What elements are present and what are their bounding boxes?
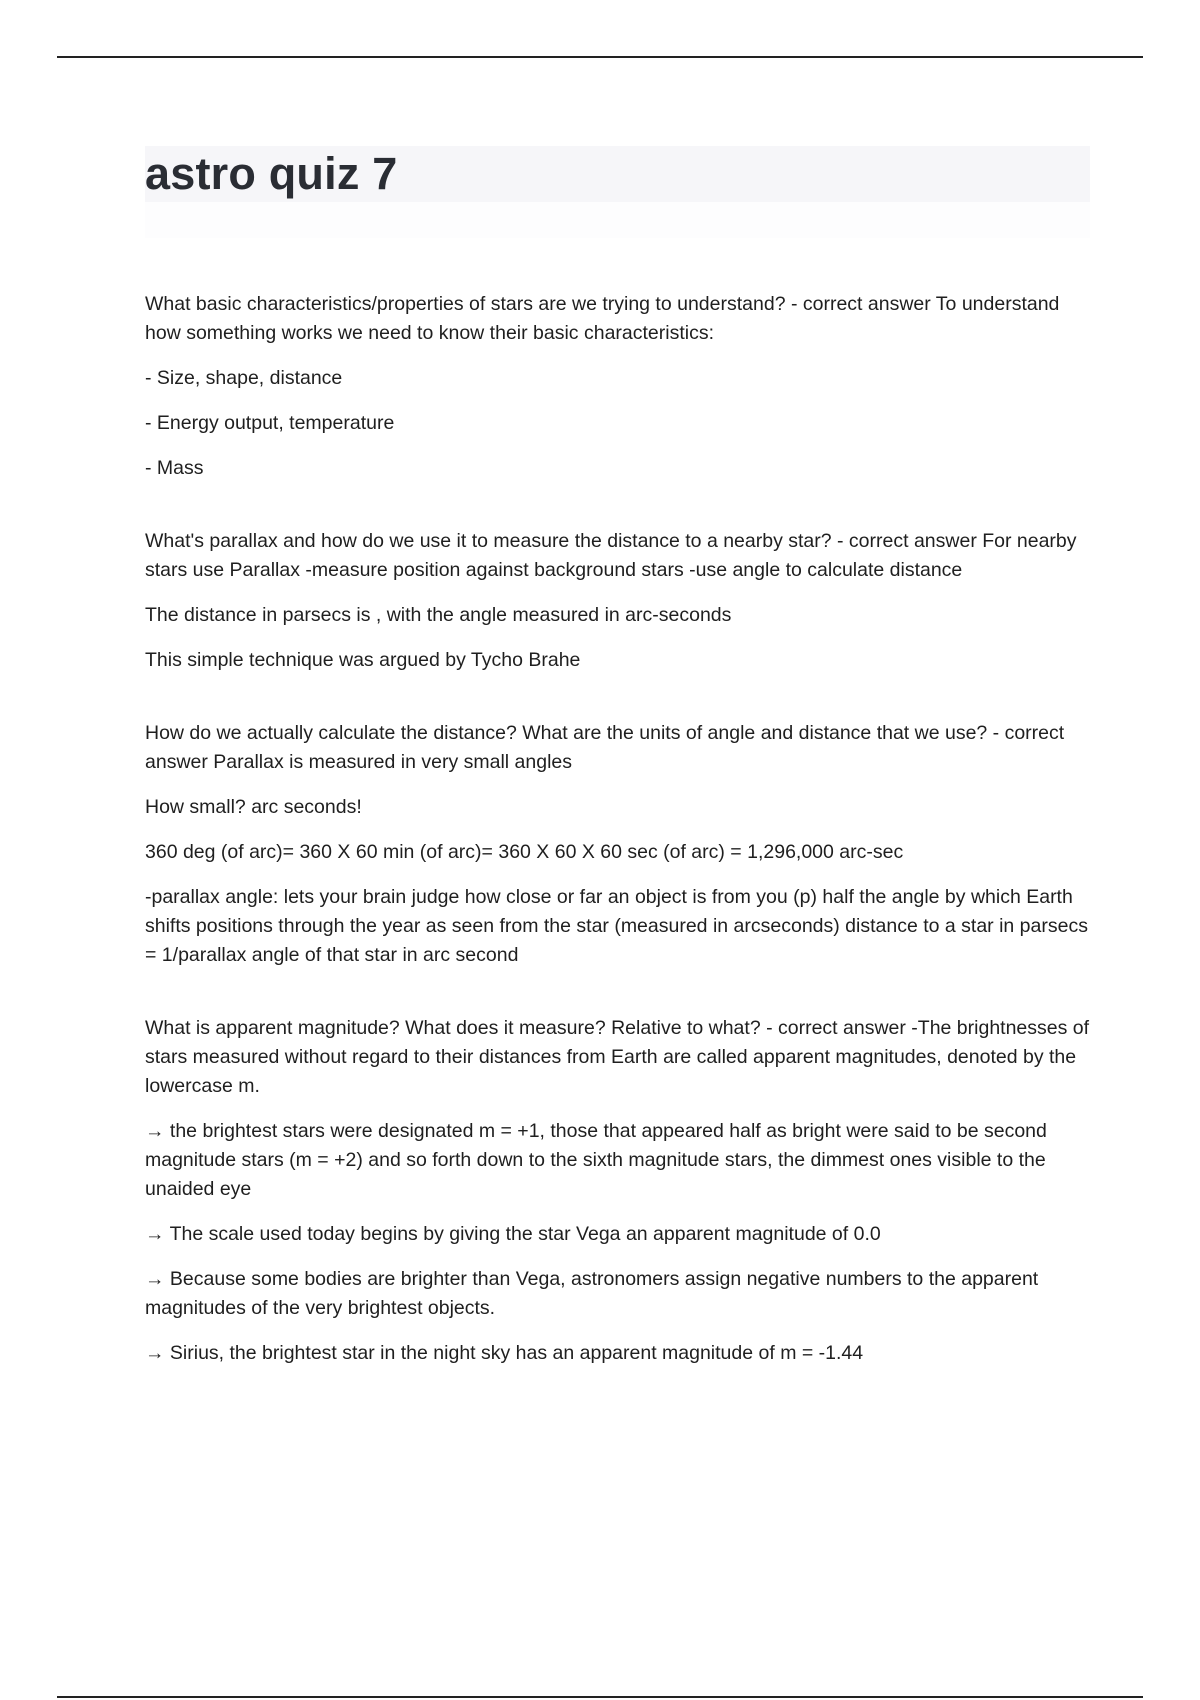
answer-line: The distance in parsecs is , with the angle measured in arc-seconds xyxy=(145,604,732,626)
page-title: astro quiz 7 xyxy=(145,148,398,199)
answer-line: -parallax angle: lets your brain judge how close or far an object is from you (p) half the angle by which Earth shifts positions through the year as seen from the star (measured in arcseconds) distance to a star in parsecs = 1/parallax angle of that star in arc second xyxy=(145,886,1088,966)
answer-line: - Size, shape, distance xyxy=(145,367,343,389)
document-body xyxy=(145,290,1095,1412)
answer-line: → Because some bodies are brighter than Vega, astronomers assign negative numbers to the apparent magnitudes of the very brightest objects. xyxy=(145,1268,1039,1319)
answer-line: → the brightest stars were designated m = +1, those that appeared half as bright were said to be second magnitude stars (m = +2) and so forth down to the sixth magnitude stars, the dimmest ones visible to the unaided eye xyxy=(145,1120,1047,1200)
qa-item-parallax xyxy=(145,527,1095,675)
bottom-rule xyxy=(57,1696,1143,1698)
question-text: What's parallax and how do we use it to measure the distance to a nearby star? - correct answer For nearby stars use Parallax -measure position against background stars -use angle to calculate distance xyxy=(145,530,1077,581)
question-text: What is apparent magnitude? What does it measure? Relative to what? - correct answer -The brightnesses of stars measured without regard to their distances from Earth are called apparent magnitudes, denoted by the lowercase m. xyxy=(145,1017,1090,1097)
answer-line: This simple technique was argued by Tycho Brahe xyxy=(145,649,581,671)
answer-line: 360 deg (of arc)= 360 X 60 min (of arc)= 360 X 60 X 60 sec (of arc) = 1,296,000 arc-sec xyxy=(145,841,904,863)
answer-line: → The scale used today begins by giving the star Vega an apparent magnitude of 0.0 xyxy=(145,1223,881,1245)
qa-item-distance-units xyxy=(145,719,1095,970)
question-text: What basic characteristics/properties of stars are we trying to understand? - correct answer To understand how something works we need to know their basic characteristics: xyxy=(145,293,1060,344)
answer-line: How small? arc seconds! xyxy=(145,796,362,818)
top-rule xyxy=(57,56,1143,58)
answer-line: - Energy output, temperature xyxy=(145,412,395,434)
title-band-fade xyxy=(145,202,1090,238)
qa-item-apparent-magnitude xyxy=(145,1014,1095,1368)
answer-line: - Mass xyxy=(145,457,204,479)
question-text: How do we actually calculate the distance? What are the units of angle and distance that we use? - correct answer Parallax is measured in very small angles xyxy=(145,722,1065,773)
qa-item-star-properties xyxy=(145,290,1095,483)
answer-line: → Sirius, the brightest star in the night sky has an apparent magnitude of m = -1.44 xyxy=(145,1342,864,1364)
